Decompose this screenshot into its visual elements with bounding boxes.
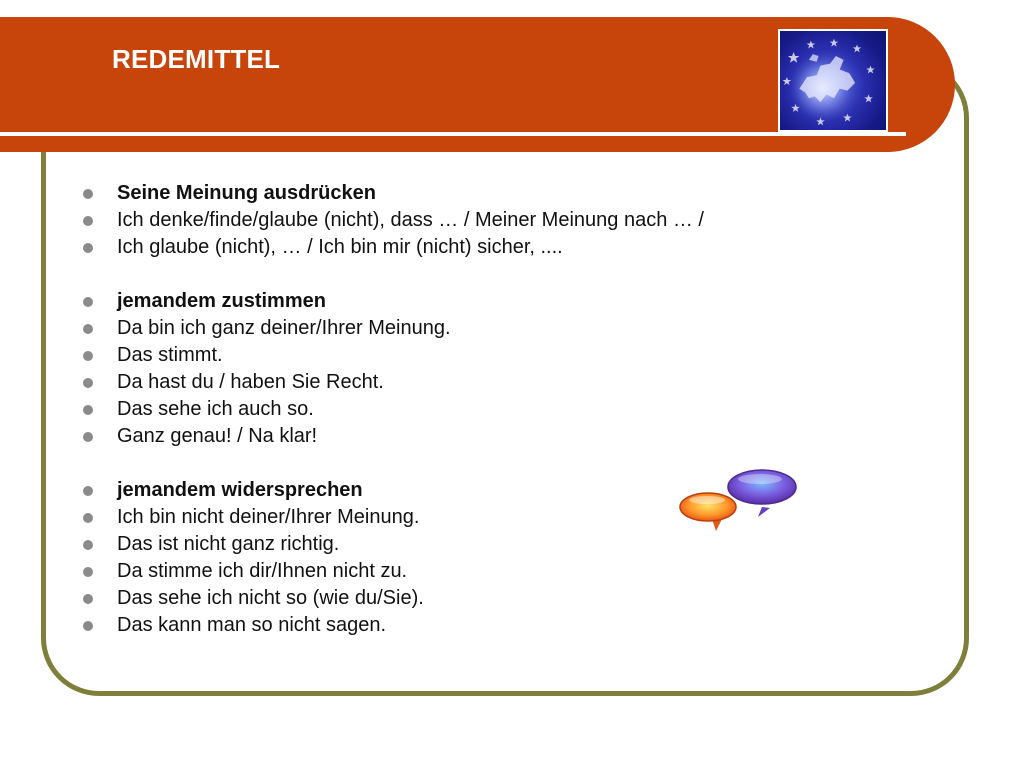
list-item-text: Ich bin nicht deiner/Ihrer Meinung. <box>117 506 420 528</box>
list-item-text: jemandem zustimmen <box>117 290 326 312</box>
header-divider <box>0 132 906 136</box>
list-item-text: Seine Meinung ausdrücken <box>117 182 376 204</box>
list-item <box>80 315 704 342</box>
list-item <box>80 396 704 423</box>
slide-title: REDEMITTEL <box>112 44 281 74</box>
list-item <box>80 585 704 612</box>
list-item <box>80 342 704 369</box>
list-item <box>80 612 704 639</box>
bullet-icon <box>83 513 93 523</box>
bullet-icon <box>83 540 93 550</box>
bullet-icon <box>83 567 93 577</box>
list-item <box>80 504 704 531</box>
section-heading <box>80 180 704 207</box>
phrase-group <box>80 288 704 450</box>
phrase-list <box>80 180 704 639</box>
list-item-text: Da stimme ich dir/Ihnen nicht zu. <box>117 560 408 582</box>
list-item <box>80 207 704 234</box>
bullet-icon <box>83 297 93 307</box>
list-item-text: Das kann man so nicht sagen. <box>117 614 387 636</box>
list-item-text: Ich denke/finde/glaube (nicht), dass … / Meiner Meinung nach … / <box>117 209 704 231</box>
eu-map-icon <box>778 29 888 132</box>
section-heading <box>80 288 704 315</box>
bullet-icon <box>83 351 93 361</box>
bullet-icon <box>83 594 93 604</box>
list-item <box>80 531 704 558</box>
list-item-text: Da bin ich ganz deiner/Ihrer Meinung. <box>117 317 451 339</box>
list-item-text: Das sehe ich nicht so (wie du/Sie). <box>117 587 424 609</box>
list-item-text: Ganz genau! / Na klar! <box>117 425 318 447</box>
bullet-icon <box>83 243 93 253</box>
list-item <box>80 558 704 585</box>
list-item-text: Das stimmt. <box>117 344 223 366</box>
list-item <box>80 234 704 261</box>
bullet-icon <box>83 621 93 631</box>
list-item <box>80 423 704 450</box>
list-item <box>80 369 704 396</box>
bullet-icon <box>83 324 93 334</box>
bullet-icon <box>83 432 93 442</box>
speech-bubbles-icon <box>676 465 804 537</box>
list-item-text: jemandem widersprechen <box>117 479 363 501</box>
bullet-icon <box>83 378 93 388</box>
phrase-group <box>80 477 704 639</box>
list-item-text: Ich glaube (nicht), … / Ich bin mir (nicht) sicher, .... <box>117 236 563 258</box>
list-item-text: Das ist nicht ganz richtig. <box>117 533 340 555</box>
list-item-text: Das sehe ich auch so. <box>117 398 314 420</box>
bullet-icon <box>83 405 93 415</box>
bullet-icon <box>83 189 93 199</box>
bullet-icon <box>83 486 93 496</box>
list-item-text: Da hast du / haben Sie Recht. <box>117 371 384 393</box>
bullet-icon <box>83 216 93 226</box>
section-heading <box>80 477 704 504</box>
phrase-group <box>80 180 704 261</box>
